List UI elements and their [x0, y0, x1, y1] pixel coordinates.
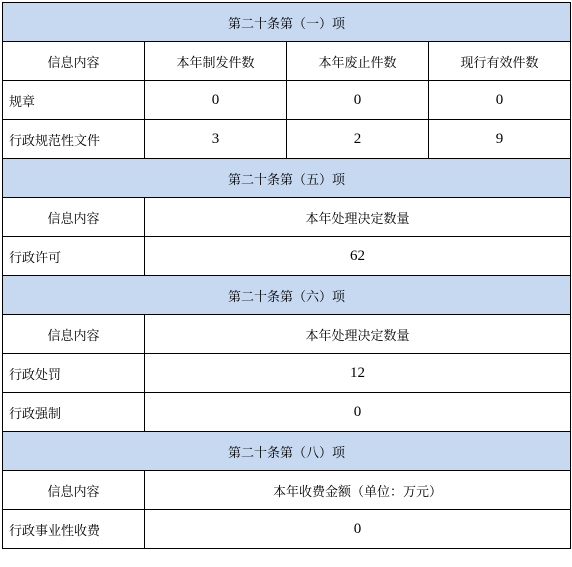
section-header-row: [3, 432, 571, 471]
column-header-row: [3, 42, 571, 81]
section-title: 第二十条第（八）项: [3, 432, 571, 471]
row-label: 行政许可: [3, 237, 145, 276]
cell-value: 0: [145, 81, 287, 120]
row-label: 行政事业性收费: [3, 510, 145, 549]
column-header: 本年处理决定数量: [145, 198, 571, 237]
row-label: 行政强制: [3, 393, 145, 432]
column-header: 本年处理决定数量: [145, 315, 571, 354]
section-header-row: [3, 3, 571, 42]
cell-value: 9: [429, 120, 571, 159]
cell-value: 3: [145, 120, 287, 159]
table-row: [3, 354, 571, 393]
table-row: [3, 393, 571, 432]
column-header-row: [3, 198, 571, 237]
cell-value: 0: [145, 393, 571, 432]
cell-value: 2: [287, 120, 429, 159]
section-header-row: [3, 276, 571, 315]
row-label: 规章: [3, 81, 145, 120]
column-header: 本年收费金额（单位：万元）: [145, 471, 571, 510]
column-header-row: [3, 315, 571, 354]
section-header-row: [3, 159, 571, 198]
row-label: 行政处罚: [3, 354, 145, 393]
column-header: 本年废止件数: [287, 42, 429, 81]
column-header: 信息内容: [3, 198, 145, 237]
cell-value: 0: [145, 510, 571, 549]
table-row: [3, 237, 571, 276]
cell-value: 0: [287, 81, 429, 120]
section-title: 第二十条第（六）项: [3, 276, 571, 315]
column-header: 信息内容: [3, 471, 145, 510]
cell-value: 62: [145, 237, 571, 276]
column-header: 信息内容: [3, 42, 145, 81]
row-label: 行政规范性文件: [3, 120, 145, 159]
column-header: 现行有效件数: [429, 42, 571, 81]
disclosure-table: [2, 2, 571, 549]
cell-value: 0: [429, 81, 571, 120]
table-row: [3, 510, 571, 549]
section-title: 第二十条第（五）项: [3, 159, 571, 198]
table-row: [3, 120, 571, 159]
cell-value: 12: [145, 354, 571, 393]
table-row: [3, 81, 571, 120]
column-header: 信息内容: [3, 315, 145, 354]
section-title: 第二十条第（一）项: [3, 3, 571, 42]
column-header: 本年制发件数: [145, 42, 287, 81]
column-header-row: [3, 471, 571, 510]
